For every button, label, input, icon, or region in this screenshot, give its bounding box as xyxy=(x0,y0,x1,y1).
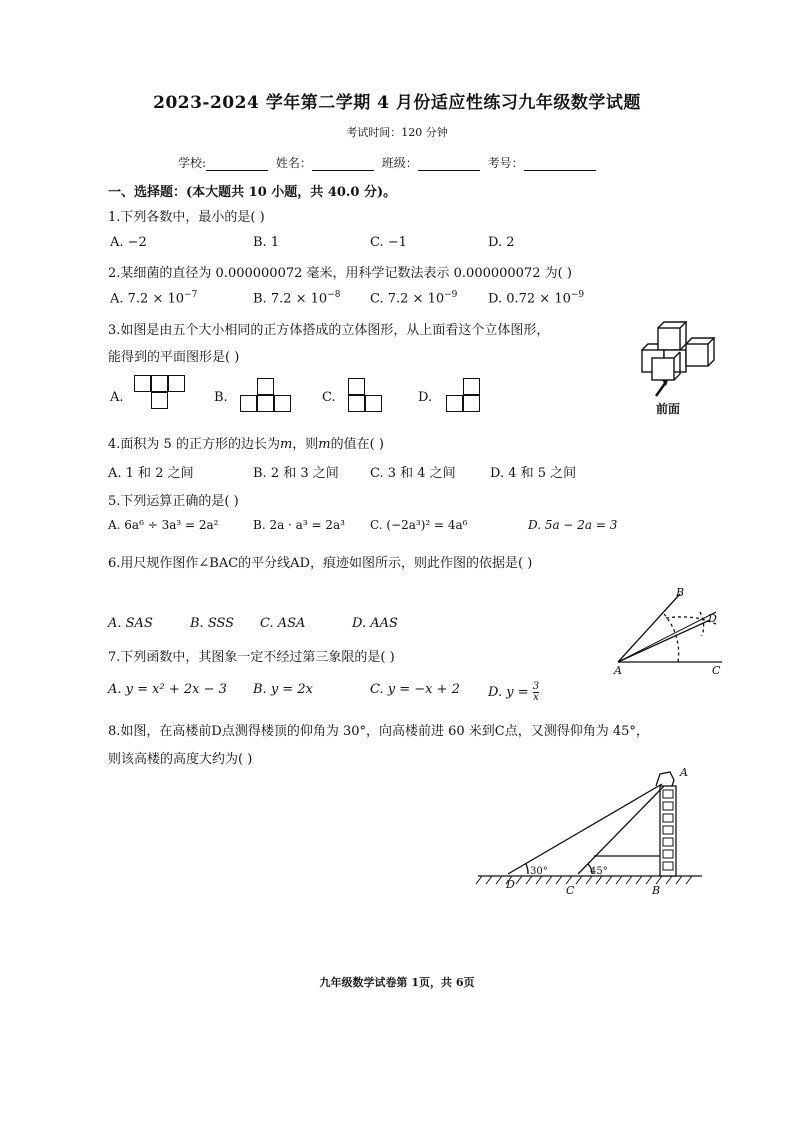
q4-var-m-2: m xyxy=(318,437,331,452)
q3-option-d-label[interactable]: D. xyxy=(418,390,433,405)
q1-option-c[interactable]: C. −1 xyxy=(370,235,407,250)
q4-var-m: m xyxy=(279,437,293,452)
q2-option-b-base: B. 7.2 × 10 xyxy=(253,291,328,307)
q6-option-b[interactable]: B. SSS xyxy=(190,616,235,631)
class-label: 班级： xyxy=(381,156,418,170)
q2-option-c[interactable] xyxy=(370,290,457,306)
q8-stem-line2: 则该高楼的高度大约为( ) xyxy=(108,752,253,767)
q2-option-a[interactable] xyxy=(110,290,197,306)
q3-option-b-shape[interactable] xyxy=(240,378,294,418)
q6-stem: 6.用尺规作图作∠BAC的平分线AD，痕迹如图所示，则此作图的依据是( ) xyxy=(108,556,533,571)
q5-option-c[interactable]: C. (−2a³)² = 4a⁶ xyxy=(370,518,468,532)
q8-label-c: C xyxy=(566,884,575,897)
q7-option-b[interactable]: B. y = 2x xyxy=(253,682,313,697)
q1-option-a[interactable]: A. −2 xyxy=(110,235,147,250)
q7-stem: 7.下列函数中，其图象一定不经过第三象限的是( ) xyxy=(108,650,395,665)
q5-option-a[interactable]: A. 6a⁶ ÷ 3a³ = 2a² xyxy=(108,518,219,532)
q7-option-d-fraction xyxy=(533,682,539,703)
class-blank[interactable] xyxy=(418,158,480,171)
q3-option-c-label[interactable]: C. xyxy=(322,390,336,405)
q3-option-a-shape[interactable] xyxy=(134,375,188,415)
school-label: 学校: xyxy=(178,156,207,170)
q2-option-c-base: C. 7.2 × 10 xyxy=(370,291,445,307)
q1-option-d[interactable]: D. 2 xyxy=(488,235,515,250)
q8-stem-line1: 8.如图，在高楼前D点测得楼顶的仰角为 30°，向高楼前进 60 米到C点，又测得仰角为 45°， xyxy=(108,724,649,739)
q5-option-b[interactable]: B. 2a · a³ = 2a³ xyxy=(253,518,345,532)
q3-option-d-shape[interactable] xyxy=(446,378,486,418)
q1-option-b[interactable]: B. 1 xyxy=(253,235,280,250)
q2-option-c-exp: −9 xyxy=(444,290,458,300)
q7-option-d-pre: D. y = xyxy=(488,685,529,700)
exam-time: 考试时间：120 分钟 xyxy=(346,126,448,139)
q8-angle-30: 30° xyxy=(530,866,548,877)
q2-option-d[interactable] xyxy=(488,290,584,306)
q8-label-a: A xyxy=(680,766,688,779)
q6-label-a: A xyxy=(614,664,622,677)
exam-title: 2023-2024 学年第二学期 4 月份适应性练习九年级数学试题 xyxy=(153,93,641,113)
q6-label-d: D xyxy=(708,612,717,625)
q6-label-c: C xyxy=(712,664,721,677)
q3-stem-line2: 能得到的平面图形是( ) xyxy=(108,350,240,365)
q8-label-b: B xyxy=(652,884,661,897)
page-footer: 九年级数学试卷第 1页，共 6页 xyxy=(319,976,475,989)
q2-option-d-base: D. 0.72 × 10 xyxy=(488,291,571,307)
q4-stem xyxy=(108,433,384,452)
q7-option-d[interactable] xyxy=(488,682,539,703)
q2-option-d-exp: −9 xyxy=(570,290,585,300)
q8-angle-45: 45° xyxy=(590,866,608,877)
q7-fraction-numerator: 3 xyxy=(532,681,540,692)
q3-option-c-shape[interactable] xyxy=(348,378,388,418)
q2-option-b[interactable] xyxy=(253,290,340,306)
q4-option-a[interactable]: A. 1 和 2 之间 xyxy=(108,466,194,481)
q7-option-a[interactable]: A. y = x² + 2x − 3 xyxy=(108,682,227,697)
q5-option-d[interactable]: D. 5a − 2a = 3 xyxy=(528,518,618,532)
front-arrow-icon xyxy=(656,382,666,396)
q6-label-b: B xyxy=(676,586,685,599)
school-blank[interactable] xyxy=(206,158,268,171)
name-blank[interactable] xyxy=(312,158,374,171)
section-heading: 一、选择题：(本大题共 10 小题，共 40.0 分)。 xyxy=(108,185,397,200)
q3-stem-line1: 3.如图是由五个大小相同的正方体搭成的立体图形，从上面看这个立体图形， xyxy=(108,323,550,338)
q5-stem: 5.下列运算正确的是( ) xyxy=(108,494,239,509)
q6-option-a[interactable]: A. SAS xyxy=(108,616,153,631)
q2-option-b-exp: −8 xyxy=(327,290,341,300)
number-label: 考号： xyxy=(487,156,524,170)
q2-option-a-base: A. 7.2 × 10 xyxy=(110,291,185,307)
q7-option-c[interactable]: C. y = −x + 2 xyxy=(370,682,460,697)
student-info-row xyxy=(178,154,600,171)
name-label: 姓名： xyxy=(275,156,312,170)
q3-option-a-label[interactable]: A. xyxy=(110,390,124,405)
q3-front-label: 前面 xyxy=(656,402,681,416)
q2-stem: 2.某细菌的直径为 0.000000072 毫米，用科学记数法表示 0.000000072 为( ) xyxy=(108,266,572,281)
number-blank[interactable] xyxy=(524,158,596,171)
q1-stem: 1.下列各数中，最小的是( ) xyxy=(108,210,265,225)
q4-option-c[interactable]: C. 3 和 4 之间 xyxy=(370,466,456,481)
q8-label-d: D xyxy=(506,878,515,891)
q6-option-c[interactable]: C. ASA xyxy=(260,616,306,631)
q2-option-a-exp: −7 xyxy=(184,290,198,300)
q3-option-b-label[interactable]: B. xyxy=(214,390,228,405)
q7-fraction-denominator: x xyxy=(533,692,539,703)
q4-option-b[interactable]: B. 2 和 3 之间 xyxy=(253,466,339,481)
q4-stem-mid: ，则 xyxy=(292,437,319,452)
q4-stem-pre: 4.面积为 5 的正方形的边长为 xyxy=(108,437,280,452)
q4-option-d[interactable]: D. 4 和 5 之间 xyxy=(490,466,577,481)
q6-option-d[interactable]: D. AAS xyxy=(352,616,398,631)
q4-stem-post: 的值在( ) xyxy=(330,437,384,452)
